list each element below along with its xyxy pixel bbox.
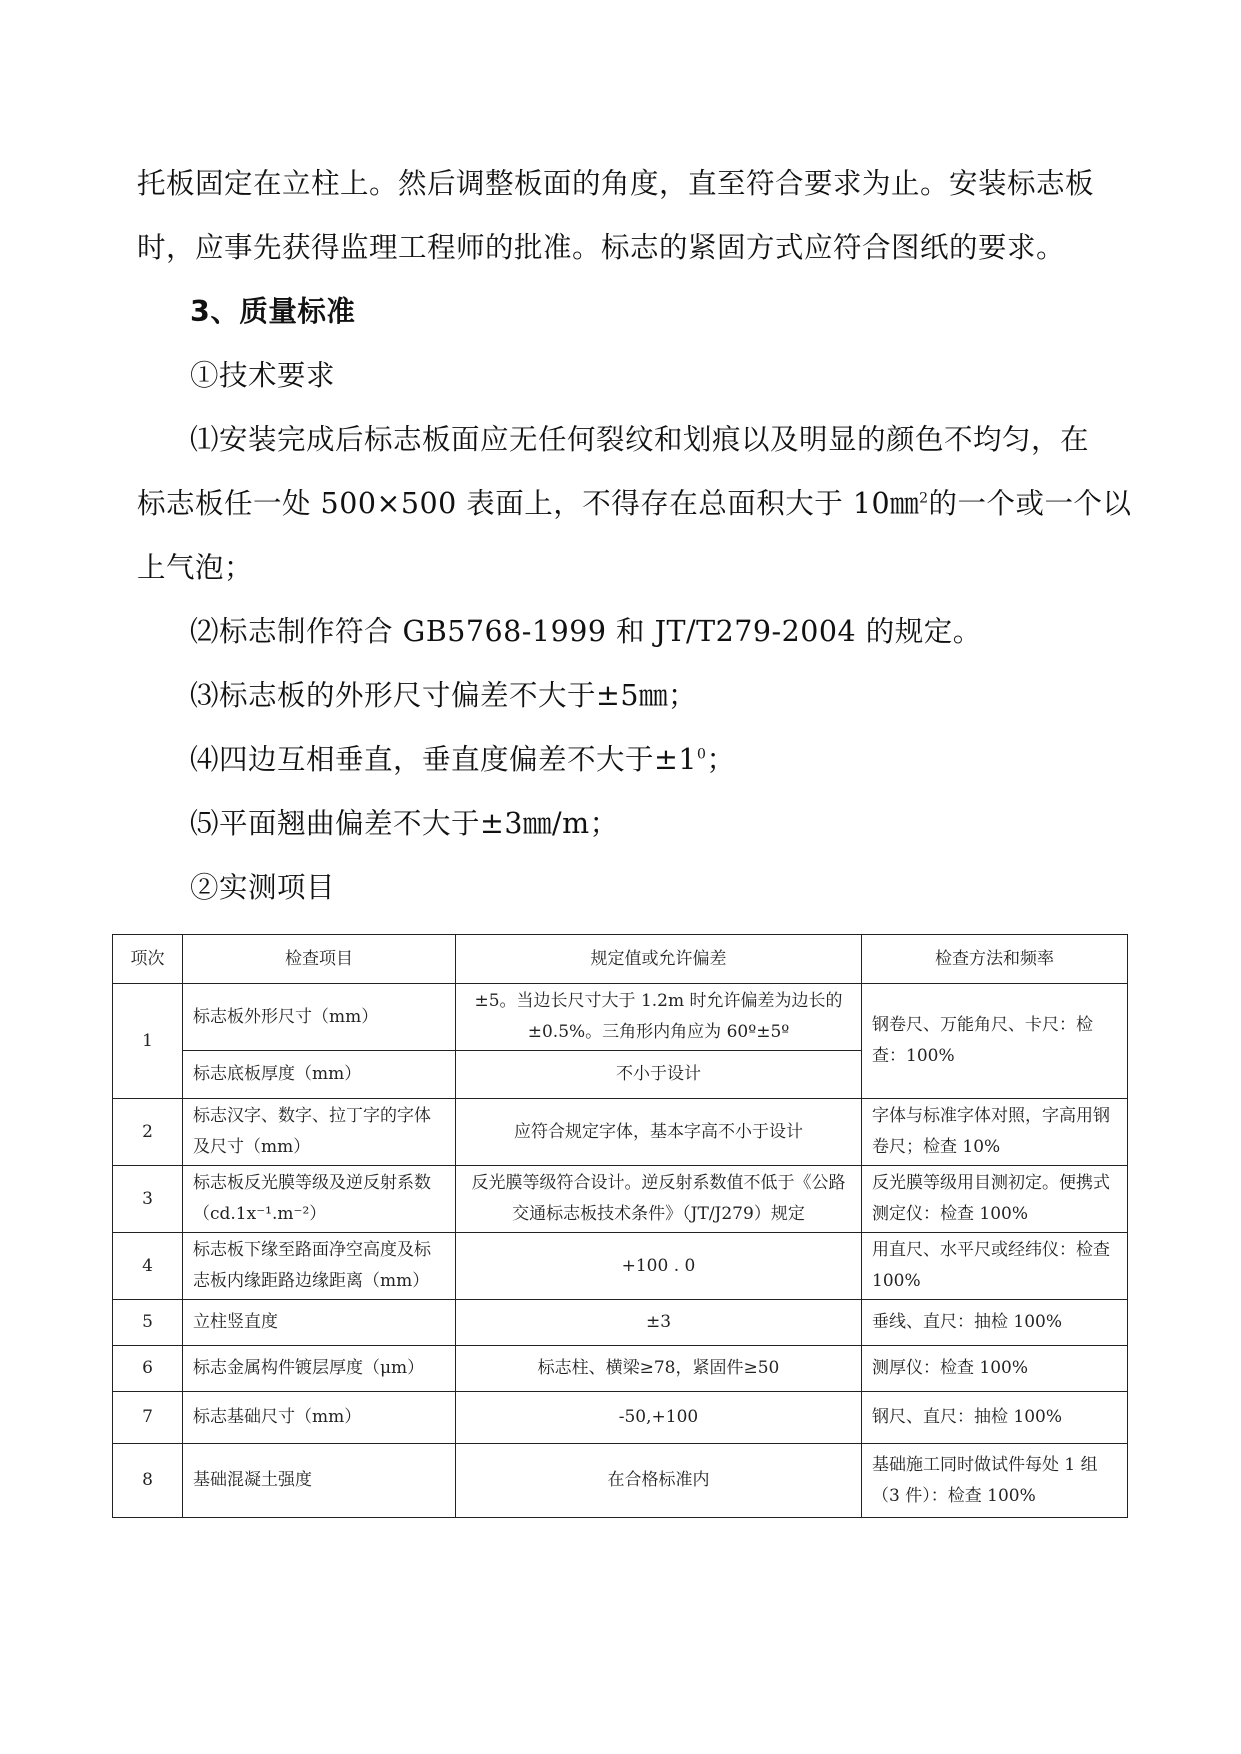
requirement-text: 标志板任一处 500×500 表面上，不得存在总面积大于 10㎜ <box>137 487 920 520</box>
table-header-row <box>113 935 1128 984</box>
superscript: 0 <box>697 746 707 763</box>
row-number: 1 <box>113 984 183 1099</box>
requirement-line: 上气泡； <box>137 551 254 584</box>
requirement-text: ； <box>706 743 736 776</box>
paragraph-line: 时，应事先获得监理工程师的批准。标志的紧固方式应符合图纸的要求。 <box>137 231 1066 264</box>
row-number: 6 <box>113 1346 183 1392</box>
requirement-line <box>137 484 1132 524</box>
requirement-line: ⑸平面翘曲偏差不大于±3㎜/m； <box>190 807 619 840</box>
table-row <box>113 1346 1128 1392</box>
row-number: 2 <box>113 1099 183 1166</box>
table-row <box>113 1166 1128 1233</box>
requirement-text: 的一个或一个以 <box>928 487 1132 520</box>
allowed-value: 应符合规定字体，基本字高不小于设计 <box>456 1099 862 1166</box>
check-method: 用直尺、水平尺或经纬仪：检查 100% <box>862 1233 1128 1300</box>
table-row <box>113 1300 1128 1346</box>
header-cell: 检查项目 <box>183 935 456 984</box>
check-item: 标志板外形尺寸（mm） <box>183 984 456 1051</box>
requirement-line: ⑴安装完成后标志板面应无任何裂纹和划痕以及明显的颜色不均匀，在 <box>190 423 1090 456</box>
allowed-value: 不小于设计 <box>456 1051 862 1099</box>
row-number: 7 <box>113 1392 183 1444</box>
row-number: 3 <box>113 1166 183 1233</box>
section-heading: 3、质量标准 <box>190 295 356 328</box>
check-item: 立柱竖直度 <box>183 1300 456 1346</box>
table-row <box>113 1099 1128 1166</box>
table-row <box>113 1392 1128 1444</box>
check-method: 反光膜等级用目测初定。便携式测定仪：检查 100% <box>862 1166 1128 1233</box>
check-method: 垂线、直尺：抽检 100% <box>862 1300 1128 1346</box>
check-item: 标志板下缘至路面净空高度及标志板内缘距路边缘距离（mm） <box>183 1233 456 1300</box>
inspection-table <box>112 934 1128 1518</box>
row-number: 4 <box>113 1233 183 1300</box>
subsection-title: ①技术要求 <box>190 359 336 392</box>
check-item: 标志底板厚度（mm） <box>183 1051 456 1099</box>
requirement-text: ⑷四边互相垂直，垂直度偏差不大于±1 <box>190 743 698 776</box>
check-item: 基础混凝土强度 <box>183 1444 456 1518</box>
check-method: 基础施工同时做试件每处 1 组（3 件）：检查 100% <box>862 1444 1128 1518</box>
check-method: 字体与标准字体对照，字高用钢卷尺；检查 10% <box>862 1099 1128 1166</box>
allowed-value: 标志柱、横梁≥78，紧固件≥50 <box>456 1346 862 1392</box>
table-row <box>113 984 1128 1051</box>
allowed-value: ±5。当边长尺寸大于 1.2m 时允许偏差为边长的±0.5%。三角形内角应为 60º±5º <box>456 984 862 1051</box>
check-item: 标志汉字、数字、拉丁字的字体及尺寸（mm） <box>183 1099 456 1166</box>
check-item: 标志基础尺寸（mm） <box>183 1392 456 1444</box>
header-cell: 规定值或允许偏差 <box>456 935 862 984</box>
check-method: 钢卷尺、万能角尺、卡尺：检查：100% <box>862 984 1128 1099</box>
row-number: 5 <box>113 1300 183 1346</box>
header-cell: 项次 <box>113 935 183 984</box>
check-item: 标志板反光膜等级及逆反射系数（cd.1x⁻¹.m⁻²） <box>183 1166 456 1233</box>
allowed-value: 在合格标准内 <box>456 1444 862 1518</box>
superscript: 2 <box>919 490 929 507</box>
subsection-title: ②实测项目 <box>190 871 336 904</box>
requirement-line <box>190 740 1170 780</box>
table-row <box>113 1233 1128 1300</box>
allowed-value: +100 . 0 <box>456 1233 862 1300</box>
paragraph-line: 托板固定在立柱上。然后调整板面的角度，直至符合要求为止。安装标志板 <box>137 167 1095 200</box>
allowed-value: ±3 <box>456 1300 862 1346</box>
requirement-line: ⑶标志板的外形尺寸偏差不大于±5㎜； <box>190 679 698 712</box>
check-method: 测厚仪：检查 100% <box>862 1346 1128 1392</box>
requirement-line: ⑵标志制作符合 GB5768-1999 和 JT/T279-2004 的规定。 <box>190 615 982 648</box>
table-row <box>113 1444 1128 1518</box>
row-number: 8 <box>113 1444 183 1518</box>
check-method: 钢尺、直尺：抽检 100% <box>862 1392 1128 1444</box>
header-cell: 检查方法和频率 <box>862 935 1128 984</box>
allowed-value: -50,+100 <box>456 1392 862 1444</box>
allowed-value: 反光膜等级符合设计。逆反射系数值不低于《公路交通标志板技术条件》（JT/J279）规定 <box>456 1166 862 1233</box>
check-item: 标志金属构件镀层厚度（μm） <box>183 1346 456 1392</box>
